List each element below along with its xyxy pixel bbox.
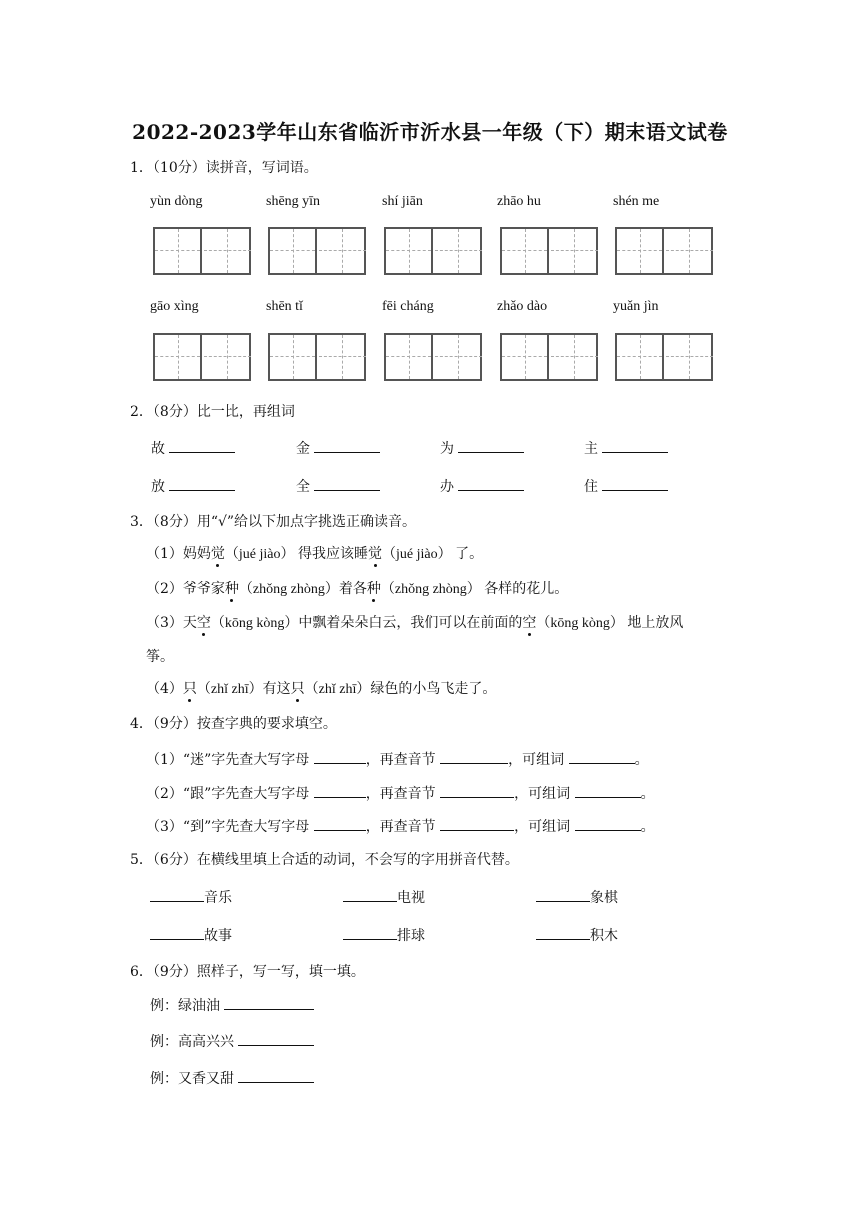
reading-line — [146, 613, 683, 634]
dotted-char: 只 — [290, 681, 305, 697]
answer-blank[interactable] — [575, 816, 641, 831]
dotted-char: 空 — [522, 615, 537, 631]
compare-char: 放 — [151, 479, 165, 495]
writing-grid[interactable] — [500, 333, 598, 381]
pinyin-label: yùn dòng — [150, 194, 203, 209]
answer-blank[interactable] — [440, 749, 508, 764]
answer-blank[interactable] — [536, 925, 590, 940]
answer-blank[interactable] — [150, 887, 204, 902]
pinyin-label: shēng yīn — [266, 194, 321, 209]
answer-blank[interactable] — [314, 749, 366, 764]
answer-blank[interactable] — [314, 783, 366, 798]
example-line — [150, 1068, 314, 1089]
answer-blank[interactable] — [458, 438, 524, 453]
dotted-char: 种 — [366, 581, 381, 597]
line-text[interactable]: （zhǒng zhòng）着各 — [238, 582, 367, 597]
dictionary-line — [146, 783, 655, 804]
compare-char: 全 — [296, 479, 310, 495]
dotted-char: 只 — [182, 681, 197, 697]
reading-line — [146, 544, 483, 565]
line-text: ，再查音节 — [365, 786, 436, 802]
pinyin-label: shēn tǐ — [266, 299, 303, 314]
writing-grid[interactable] — [384, 333, 482, 381]
answer-blank[interactable] — [602, 476, 668, 491]
noun-text: 排球 — [397, 928, 425, 944]
line-text: （4） — [146, 681, 183, 697]
compare-char: 金 — [296, 441, 310, 457]
writing-grid[interactable] — [268, 227, 366, 275]
answer-blank[interactable] — [169, 476, 235, 491]
noun-text: 象棋 — [590, 890, 618, 906]
pinyin-label: shí jiān — [382, 194, 423, 209]
line-text: ，可组词 — [514, 819, 571, 835]
line-text[interactable]: （zhǐ zhī）有这 — [196, 682, 291, 697]
line-text[interactable]: （jué jiào） 得我应该睡 — [224, 547, 369, 562]
pinyin-label: gāo xìng — [150, 299, 199, 314]
noun-text: 电视 — [397, 890, 425, 906]
writing-grid[interactable] — [615, 333, 713, 381]
compare-char: 主 — [584, 441, 598, 457]
compare-item — [296, 438, 380, 459]
verb-item — [343, 887, 425, 908]
example-text: 例：绿油油 — [150, 998, 220, 1014]
line-text: （3）“到”字先查大写字母 — [146, 819, 310, 835]
line-text: 。 — [634, 752, 649, 768]
verb-item — [150, 925, 232, 946]
answer-blank[interactable] — [575, 783, 641, 798]
writing-grid[interactable] — [615, 227, 713, 275]
compare-item — [440, 476, 524, 497]
line-text: （2）“跟”字先查大写字母 — [146, 786, 310, 802]
compare-char: 为 — [440, 441, 454, 457]
noun-text: 积木 — [590, 928, 618, 944]
line-text: 。 — [640, 819, 655, 835]
answer-blank[interactable] — [169, 438, 235, 453]
line-text: （1）妈妈 — [146, 546, 211, 562]
answer-blank[interactable] — [314, 476, 380, 491]
dotted-char: 空 — [196, 615, 211, 631]
verb-item — [343, 925, 425, 946]
line-text: （2）爷爷家 — [146, 581, 225, 597]
example-text: 例：又香又甜 — [150, 1071, 234, 1087]
pinyin-label: zhāo hu — [497, 194, 541, 209]
answer-blank[interactable] — [150, 925, 204, 940]
dotted-char: 觉 — [368, 546, 383, 562]
pinyin-label: yuǎn jìn — [613, 299, 659, 314]
compare-char: 故 — [151, 441, 165, 457]
noun-text: 音乐 — [204, 890, 232, 906]
verb-item — [536, 925, 618, 946]
line-text: ，再查音节 — [365, 752, 436, 768]
dotted-char: 觉 — [210, 546, 225, 562]
answer-blank[interactable] — [314, 816, 366, 831]
question-5-prompt: 5．（6分）在横线里填上合适的动词，不会写的字用拼音代替。 — [130, 852, 519, 868]
answer-blank[interactable] — [238, 1068, 314, 1083]
dictionary-line — [146, 749, 649, 770]
question-3-prompt: 3．（8分）用“√”给以下加点字挑选正确读音。 — [130, 514, 417, 530]
example-line — [150, 995, 314, 1016]
line-text[interactable]: （kōng kòng）中飘着朵朵白云，我们可以在前面的 — [210, 616, 523, 631]
pinyin-label: zhǎo dào — [497, 299, 548, 314]
writing-grid[interactable] — [500, 227, 598, 275]
writing-grid[interactable] — [268, 333, 366, 381]
answer-blank[interactable] — [458, 476, 524, 491]
exam-title: 2022-2023学年山东省临沂市沂水县一年级（下）期末语文试卷 — [132, 120, 728, 144]
writing-grid[interactable] — [153, 227, 251, 275]
question-6-prompt: 6．（9分）照样子，写一写，填一填。 — [130, 964, 365, 980]
answer-blank[interactable] — [343, 887, 397, 902]
answer-blank[interactable] — [224, 995, 314, 1010]
line-text: 。 — [640, 786, 655, 802]
compare-item — [151, 476, 235, 497]
line-text: （1）“迷”字先查大写字母 — [146, 752, 310, 768]
line-text[interactable]: （zhǒng zhòng） 各样的花儿。 — [380, 582, 569, 597]
dotted-char: 种 — [224, 581, 239, 597]
line-text[interactable]: （kōng kòng） 地上放风 — [536, 616, 684, 631]
compare-char: 住 — [584, 479, 598, 495]
noun-text: 故事 — [204, 928, 232, 944]
question-4-prompt: 4．（9分）按查字典的要求填空。 — [130, 716, 337, 732]
answer-blank[interactable] — [440, 816, 514, 831]
example-text: 例：高高兴兴 — [150, 1034, 234, 1050]
answer-blank[interactable] — [440, 783, 514, 798]
pinyin-label: shén me — [613, 194, 660, 209]
dictionary-line — [146, 816, 655, 837]
answer-blank[interactable] — [314, 438, 380, 453]
example-line — [150, 1031, 314, 1052]
compare-item — [584, 438, 668, 459]
pinyin-label: fēi cháng — [382, 299, 434, 314]
answer-blank[interactable] — [536, 887, 590, 902]
line-text[interactable]: （zhǐ zhī）绿色的小鸟飞走了。 — [304, 682, 497, 697]
compare-item — [440, 438, 524, 459]
compare-item — [151, 438, 235, 459]
compare-item — [296, 476, 380, 497]
compare-item — [584, 476, 668, 497]
line-text: ，再查音节 — [365, 819, 436, 835]
answer-blank[interactable] — [238, 1031, 314, 1046]
answer-blank[interactable] — [569, 749, 635, 764]
writing-grid[interactable] — [384, 227, 482, 275]
line-text[interactable]: （jué jiào） 了。 — [382, 547, 484, 562]
compare-char: 办 — [440, 479, 454, 495]
writing-grid[interactable] — [153, 333, 251, 381]
reading-line — [146, 579, 568, 600]
line-text: ，可组词 — [508, 752, 565, 768]
verb-item — [150, 887, 232, 908]
question-1-prompt: 1．（10分）读拼音，写词语。 — [130, 160, 318, 176]
answer-blank[interactable] — [602, 438, 668, 453]
verb-item — [536, 887, 618, 908]
line-text: （3）天 — [146, 615, 197, 631]
answer-blank[interactable] — [343, 925, 397, 940]
question-2-prompt: 2．（8分）比一比，再组词 — [130, 404, 295, 420]
reading-line — [146, 679, 496, 700]
reading-line-continued: 筝。 — [146, 649, 174, 665]
line-text: ，可组词 — [514, 786, 571, 802]
